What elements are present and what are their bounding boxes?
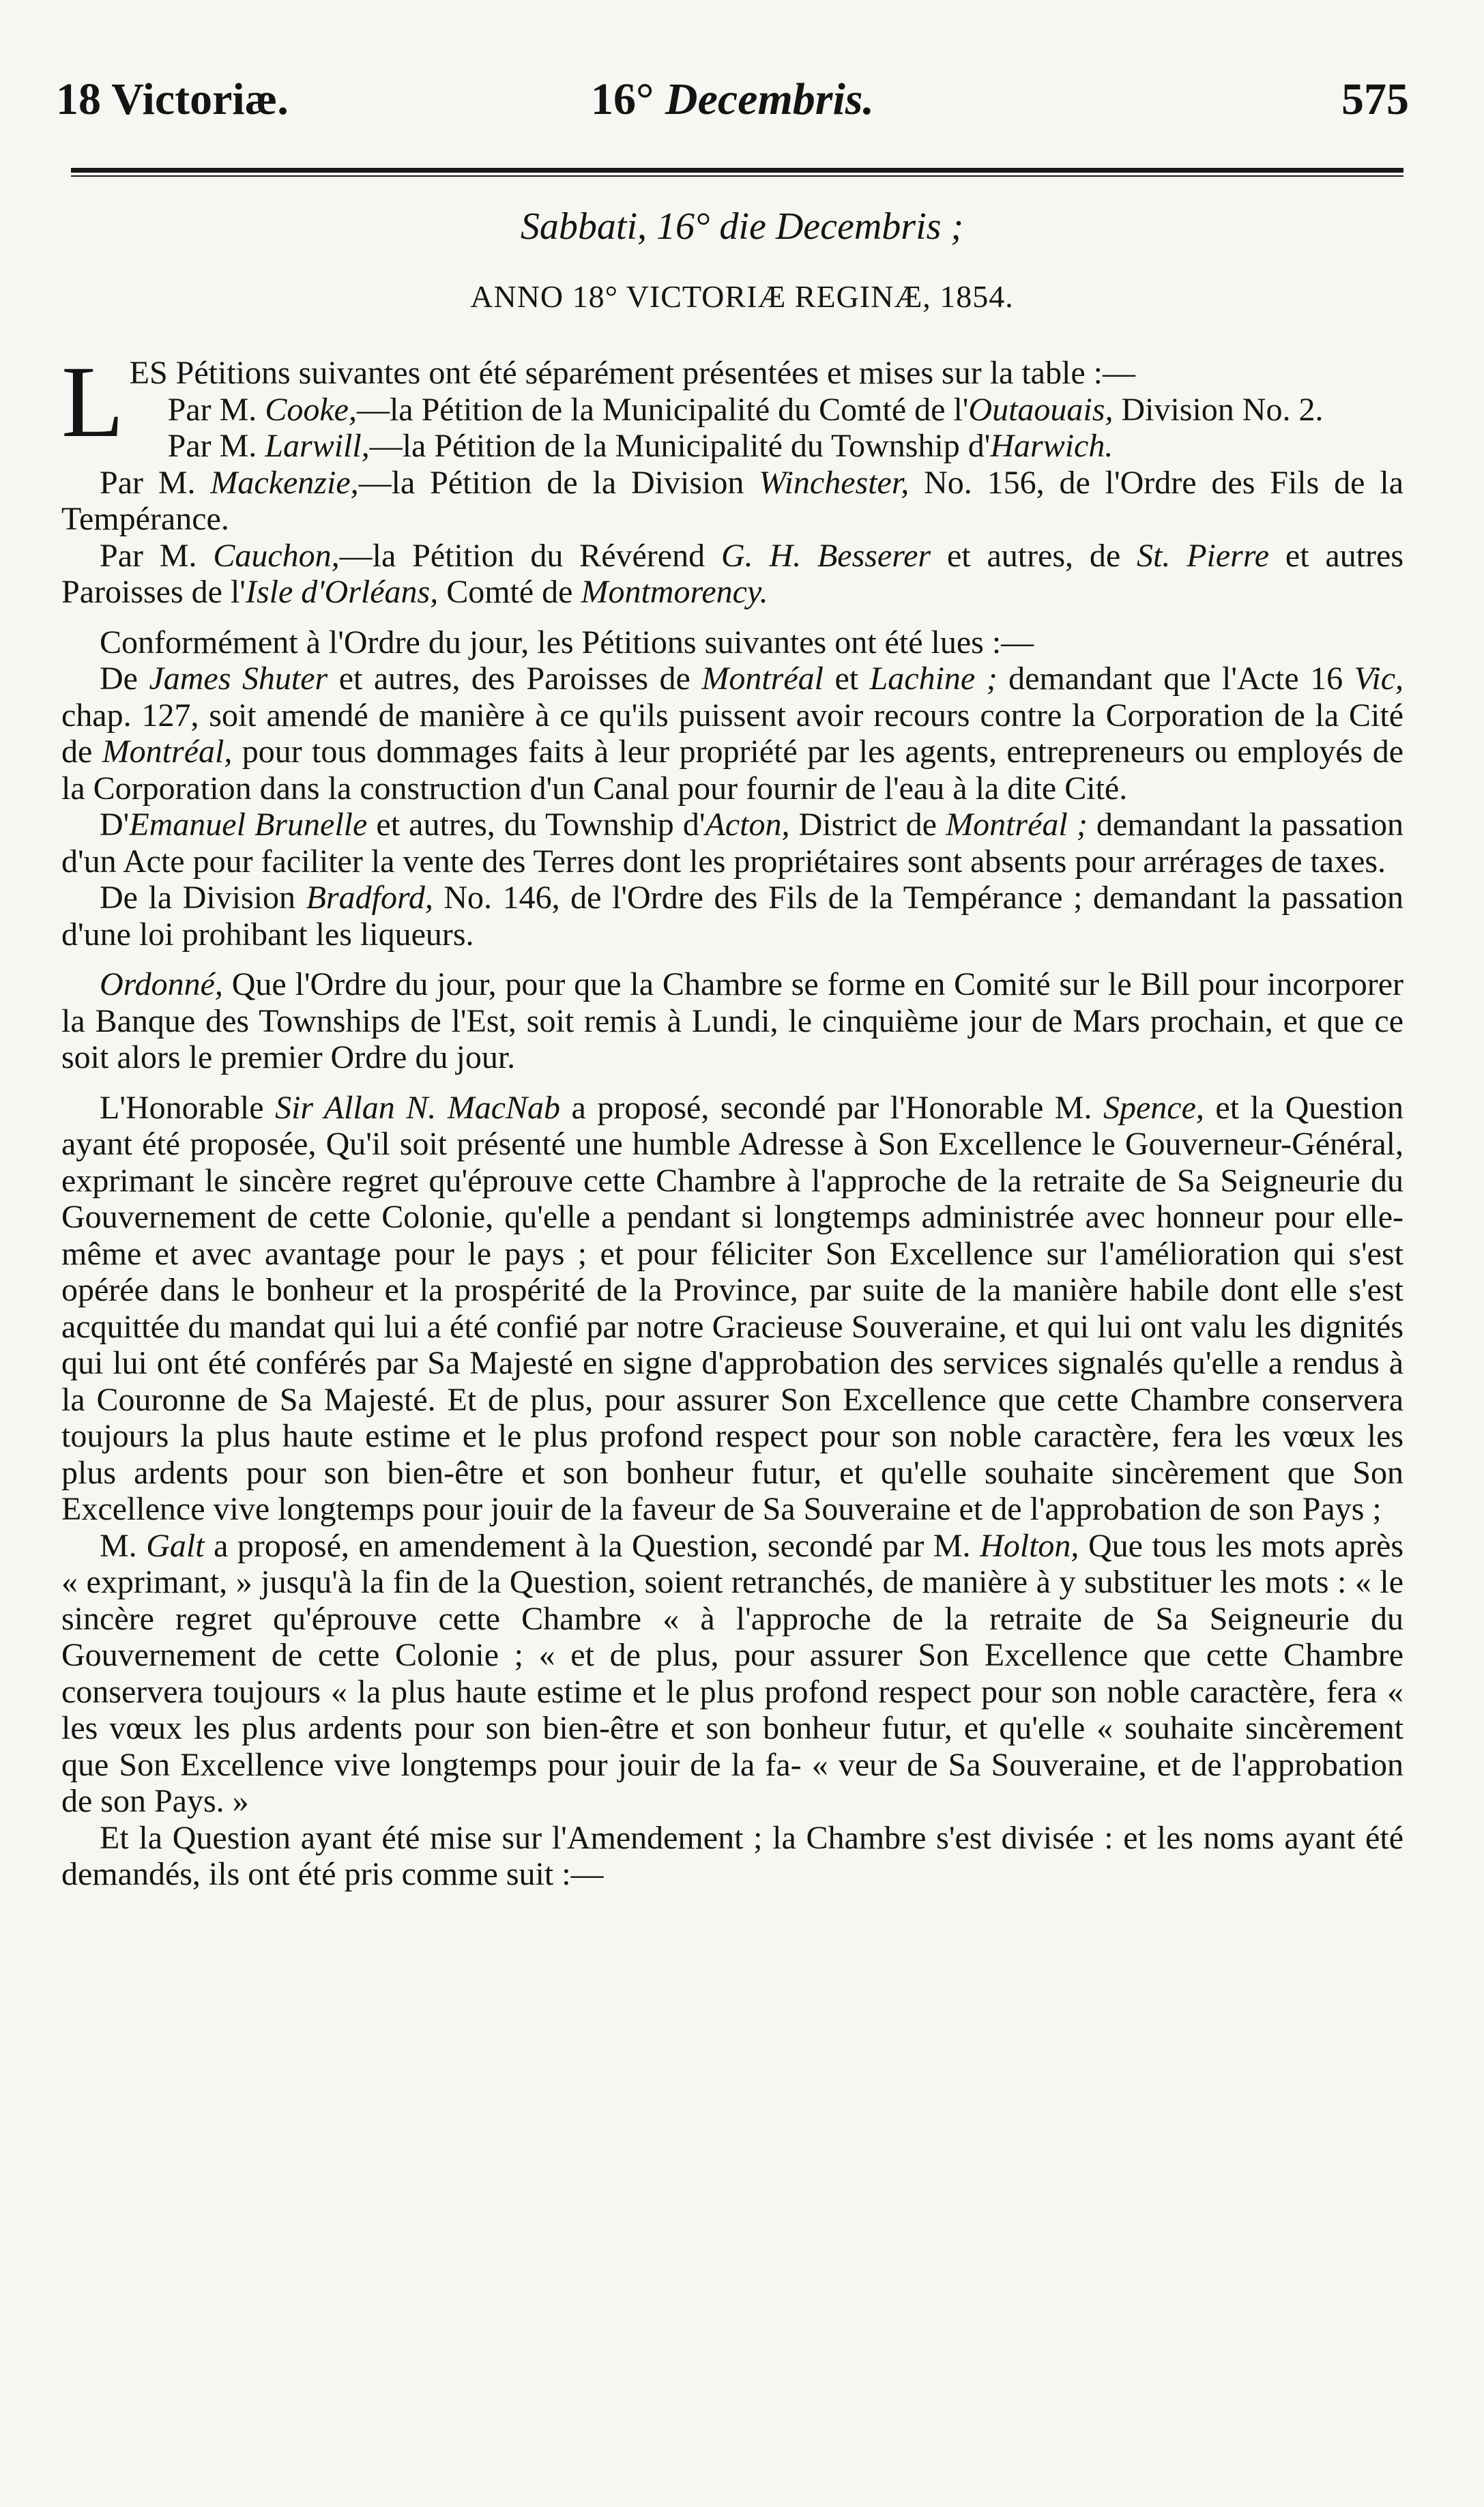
header-rule: [71, 168, 1403, 173]
statute-ref: Vic,: [1354, 661, 1403, 697]
paragraph-petition-larwill: [61, 428, 1403, 465]
person-name: James Shuter: [149, 661, 328, 697]
text-run: et autres Paroisses de l': [61, 537, 1404, 610]
paragraph-petition-cooke: [61, 392, 1403, 429]
text-run: Par M.: [100, 537, 214, 574]
text-run: et autres, de: [931, 537, 1137, 574]
text-run: L'Honorable: [100, 1089, 276, 1126]
paragraph-petition-shuter: [61, 661, 1403, 807]
person-name: G. H. Besserer: [721, 537, 931, 574]
text-run: a proposé, secondé par l'Honorable M.: [560, 1089, 1103, 1126]
text-run: —la Pétition de la Municipalité du Township d': [369, 428, 991, 464]
text-run: demandant la passation d'un Acte pour faciliter la vente des Terres dont les propriétaires sont absents pour arrérages de taxes.: [61, 807, 1404, 880]
member-name: Galt: [146, 1527, 205, 1564]
text-run: De: [100, 661, 149, 697]
paragraph-text: ES Pétitions suivantes ont été séparément présentées et mises sur la table :—: [129, 355, 1135, 391]
header-day: 16°: [591, 74, 654, 124]
text-run: a proposé, en amendement à la Question, secondé par M.: [204, 1527, 980, 1564]
header-regnal-year: 18 Victoriæ.: [56, 74, 289, 124]
place-name: Lachine ;: [869, 661, 998, 697]
text-run: et: [823, 661, 870, 697]
text-run: Par M.: [100, 464, 211, 501]
place-name: Outaouais,: [968, 391, 1114, 428]
member-name: Cooke,: [265, 391, 357, 428]
place-name: St. Pierre: [1137, 537, 1270, 574]
member-name: Sir Allan N. MacNab: [275, 1089, 561, 1126]
paragraph-address-motion: [61, 1090, 1403, 1528]
member-name: Holton,: [980, 1527, 1079, 1564]
place-name: Acton,: [705, 807, 790, 843]
place-name: Montréal: [701, 661, 824, 697]
place-name: Montmorency.: [581, 574, 768, 610]
sitting-title: Sabbati, 16° die Decembris ;: [520, 205, 964, 248]
drop-cap: L: [61, 345, 124, 459]
text-run: De la Division: [100, 880, 306, 916]
place-name: Harwich.: [990, 428, 1114, 464]
text-run: —la Pétition de la Division: [358, 464, 759, 501]
place-name: Winchester,: [759, 464, 910, 501]
text-run: et la Question ayant été proposée, Qu'il soit présenté une humble Adresse à Son Excellence le Gouverneur-Général, exprimant le sincère regret qu'éprouve cette Chambre à l'approche de la retraite de Sa Seigneurie du Gouvernement de cette Colonie, qu'elle a pendant si longtemps administrée avec honneur pour elle-même et avec avantage pour le pays ; et pour féliciter Son Excellence sur l'amélioration qui s'est opérée dans le bonheur et la prospérité de la Province, par suite de la manière habile dont elle s'est acquittée du mandat qui lui a été confié par notre Gracieuse Souveraine, et qui lui ont valu les dignités qui lui ont été conférés par Sa Majesté en signe d'approbation des services signalés qu'elle a rendus à la Couronne de Sa Majesté. Et de plus, pour assurer Son Excellence que cette Chambre conservera toujours la plus haute estime et le plus profond respect pour son noble caractère, fera les vœux les plus ardents pour son bien-être et son bonheur futur, et qu'elle souhaite sincèrement que Son Excellence vive longtemps pour jouir de la faveur de Sa Souveraine et de l'approbation de son Pays ;: [61, 1089, 1403, 1527]
text-run: et autres, des Paroisses de: [328, 661, 702, 697]
paragraph-petitions-read: Conformément à l'Ordre du jour, les Pétitions suivantes ont été lues :—: [100, 624, 1034, 661]
paragraph-petition-mackenzie: [61, 465, 1403, 538]
text-run: demandant que l'Acte 16: [997, 661, 1354, 697]
place-name: Montréal,: [102, 734, 233, 770]
text-run: No. 156, de l'Ordre des Fils de la Tempérance.: [61, 464, 1403, 537]
member-name: Cauchon,: [213, 537, 340, 574]
running-header: [56, 74, 1409, 135]
anno-line: ANNO 18° VICTORIÆ REGINÆ, 1854.: [470, 279, 1014, 314]
text-run: No. 146, de l'Ordre des Fils de la Tempérance ; demandant la passation d'une loi prohibant les liqueurs.: [61, 880, 1403, 953]
header-date: [56, 74, 1409, 126]
text-run: chap. 127, soit amendé de manière à ce qu'ils puissent avoir recours contre la Corporation de la Cité de: [61, 697, 1403, 770]
member-name: Mackenzie,: [210, 464, 359, 501]
member-name: Larwill,: [265, 428, 370, 464]
journal-body: [61, 345, 1404, 1893]
text-run: pour tous dommages faits à leur propriété par les agents, entrepreneurs ou employés de la Corporation dans la construction d'un Canal pour fournir de l'eau à la dite Cité.: [61, 734, 1404, 807]
paragraph-amendment: [61, 1528, 1403, 1820]
ordonne-label: Ordonné,: [100, 966, 223, 1002]
place-name: Bradford,: [306, 880, 433, 916]
paragraph-division: Et la Question ayant été mise sur l'Amendement ; la Chambre s'est divisée : et les noms ayant été demandés, ils ont été pris comme suit :—: [61, 1819, 1403, 1892]
text-run: Comté de: [438, 574, 581, 610]
text-run: District de: [789, 807, 946, 843]
paragraph-petition-brunelle: [61, 807, 1403, 880]
text-run: M.: [100, 1527, 147, 1564]
person-name: Emanuel Brunelle: [129, 807, 368, 843]
place-name: Isle d'Orléans,: [245, 574, 439, 610]
member-name: Spence,: [1103, 1089, 1204, 1126]
text-run: Division No. 2.: [1113, 391, 1324, 428]
text-run: —la Pétition du Révérend: [339, 537, 721, 574]
header-month: Decembris.: [665, 74, 874, 124]
paragraph-petition-bradford: [61, 880, 1403, 953]
text-run: Que tous les mots après « exprimant, » jusqu'à la fin de la Question, soient retranchés, de manière à y substituer les mots : « le sincère regret qu'éprouve cette Chambre « à l'approche de la retraite de Sa Seigneurie du Gouvernement de cette Colonie ; « et de plus, pour assurer Son Excellence que cette Chambre conservera toujours « la plus haute estime et le plus profond respect pour son noble caractère, fera « les vœux les plus ardents pour son bien-être et son bonheur futur, et qu'elle « souhaite sincèrement que Son Excellence vive longtemps pour jouir de la fa- « veur de Sa Souveraine, et de l'approbation de son Pays. »: [61, 1527, 1403, 1819]
text-run: Par M.: [167, 428, 265, 464]
place-name: Montréal ;: [946, 807, 1088, 843]
text-run: D': [100, 807, 130, 843]
text-run: Par M.: [167, 391, 265, 428]
paragraph-order-postponed: [61, 966, 1403, 1076]
text-run: —la Pétition de la Municipalité du Comté de l': [356, 391, 969, 428]
text-run: et autres, du Township d': [367, 807, 705, 843]
page-number: 575: [1341, 74, 1409, 124]
paragraph-petition-cauchon: [61, 538, 1403, 611]
text-run: Que l'Ordre du jour, pour que la Chambre se forme en Comité sur le Bill pour incorporer la Banque des Townships de l'Est, soit remis à Lundi, le cinquième jour de Mars prochain, et que ce soit alors le premier Ordre du jour.: [61, 966, 1403, 1075]
